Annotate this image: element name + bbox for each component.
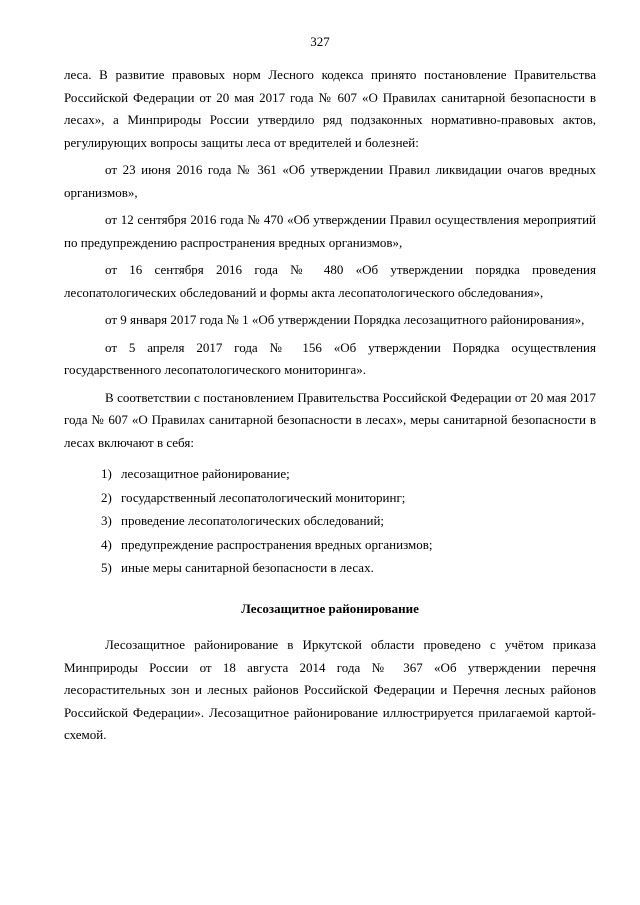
intro-paragraph: леса. В развитие правовых норм Лесного кодекса принято постановление Правительства Российской Федерации от 20 мая 2017 года № 607 «О Правилах санитарной безопасности в лесах», а Минприроды России утвердило ряд подзаконных нормативно-правовых актов, регулирующих вопросы защиты леса от вредителей и болезней: xyxy=(64,67,596,150)
document-item-1: от 23 июня 2016 года № 361 «Об утверждении Правил ликвидации очагов вредных организмов», xyxy=(64,162,596,200)
list-item-number: 4) xyxy=(101,536,112,552)
list-item-text: проведение лесопатологических обследований; xyxy=(121,513,385,528)
list-item-text: лесозащитное районирование; xyxy=(121,466,290,481)
list-item-number: 1) xyxy=(101,466,112,481)
list-item xyxy=(64,533,596,557)
page-number: 327 xyxy=(310,34,330,49)
list-item xyxy=(64,486,596,510)
list-item-number: 2) xyxy=(101,489,112,505)
list-item-text: иные меры санитарной безопасности в лесах. xyxy=(121,560,374,575)
list-item-text: государственный лесопатологический мониторинг; xyxy=(121,489,406,505)
measures-list xyxy=(64,462,596,580)
measures-intro-paragraph: В соответствии с постановлением Правительства Российской Федерации от 20 мая 2017 года № 607 «О Правилах санитарной безопасности в лесах», меры санитарной безопасности в лесах включают в себя: xyxy=(64,389,596,450)
list-item xyxy=(64,556,596,580)
list-item-number: 3) xyxy=(101,513,112,528)
document-item-3: от 16 сентября 2016 года № 480 «Об утверждении порядка проведения лесопатологических обследований и формы акта лесопатологического обследования», xyxy=(64,262,596,300)
list-item xyxy=(64,462,596,486)
section-paragraph: Лесозащитное районирование в Иркутской области проведено с учётом приказа Минприроды России от 18 августа 2014 года № 367 «Об утверждении перечня лесорастительных зон и лесных районов Российской Федерации и Перечня лесных районов Российской Федерации». Лесозащитное районирование иллюстрируется прилагаемой картой-схемой. xyxy=(64,637,596,742)
list-item xyxy=(64,509,596,533)
document-item-5: от 5 апреля 2017 года № 156 «Об утверждении Порядка осуществления государственного лесопатологического мониторинга». xyxy=(64,339,596,377)
list-item-number: 5) xyxy=(101,560,112,575)
list-item-text: предупреждение распространения вредных организмов; xyxy=(121,536,433,552)
document-item-2: от 12 сентября 2016 года № 470 «Об утверждении Правил осуществления мероприятий по предупреждению распространения вредных организмов», xyxy=(64,212,596,250)
document-body xyxy=(64,64,596,747)
section-heading: Лесозащитное районирование xyxy=(241,600,419,616)
document-item-4: от 9 января 2017 года № 1 «Об утверждении Порядка лесозащитного районирования», xyxy=(105,312,585,327)
